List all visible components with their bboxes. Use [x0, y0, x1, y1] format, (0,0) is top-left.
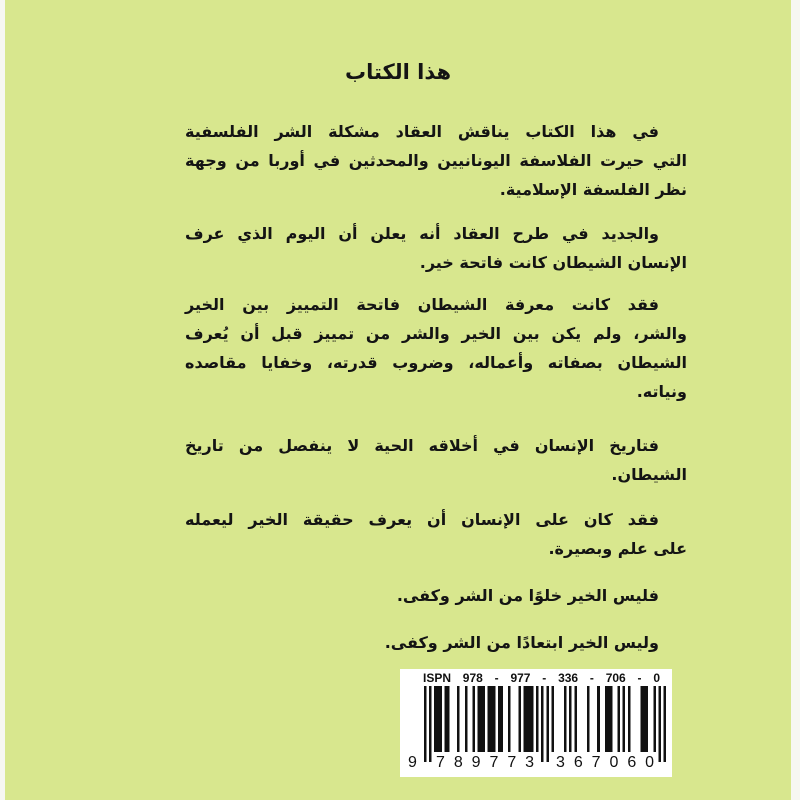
text-line: فليس الخير خلوًا من الشر وكفى. — [396, 586, 659, 605]
text-line: والشر، ولم يكن بين الخير والشر من تمييز قبل أن يُعرف — [185, 324, 687, 343]
barcode-bar — [569, 686, 572, 752]
barcode-bar — [434, 686, 442, 752]
paragraph — [185, 431, 687, 489]
paragraph — [185, 117, 687, 204]
barcode-first-digit: 9 — [408, 754, 417, 771]
barcode-bar — [444, 686, 449, 752]
paragraph — [185, 628, 687, 657]
back-cover — [5, 0, 791, 800]
barcode-bar — [623, 686, 626, 752]
text-line: فتاريخ الإنسان في أخلاقه الحية لا ينفصل من تاريخ — [185, 436, 659, 455]
barcode-bar — [518, 686, 521, 752]
barcode-left-digits: 789773 — [436, 754, 543, 771]
text-line: نظر الفلسفة الإسلامية. — [499, 180, 687, 199]
barcode-bar — [465, 686, 468, 752]
paragraph — [185, 505, 687, 563]
barcode-bar — [587, 686, 590, 752]
barcode-bar — [541, 686, 544, 762]
text-line: التي حيرت الفلاسفة اليونانيين والمحدثين في أوربا من وجهة — [185, 151, 687, 170]
barcode-right-digits: 367060 — [556, 754, 663, 771]
barcode-bar — [663, 686, 666, 762]
barcode-bar — [564, 686, 567, 752]
isbn-barcode-label — [400, 669, 672, 777]
barcode-bar — [429, 686, 432, 762]
text-line: الإنسان الشيطان كانت فاتحة خير. — [419, 253, 687, 272]
text-line: فقد كان على الإنسان أن يعرف حقيقة الخير ليعمله — [185, 510, 659, 529]
barcode-bar — [597, 686, 600, 752]
paragraph — [185, 581, 687, 610]
barcode-bar — [653, 686, 656, 752]
text-line: وليس الخير ابتعادًا من الشر وكفى. — [384, 633, 659, 652]
barcode-bar — [551, 686, 554, 752]
text-line: على علم وبصيرة. — [548, 539, 687, 558]
barcode-bar — [658, 686, 661, 762]
barcode-bar — [472, 686, 475, 752]
paragraph — [185, 219, 687, 277]
barcode-bar — [546, 686, 549, 762]
barcode-bar — [508, 686, 511, 752]
barcode-bar — [618, 686, 621, 752]
text-line: الشيطان بصفاته وأعماله، وضروب قدرته، وخفايا مقاصده — [185, 353, 687, 372]
barcode-bar — [424, 686, 427, 762]
barcode-bar — [628, 686, 631, 752]
text-line: والجديد في طرح العقاد أنه يعلن أن اليوم الذي عرف — [185, 224, 659, 243]
isbn-number: ISPN 978 - 977 - 336 - 706 - 0 — [423, 671, 660, 685]
cover-title: هذا الكتاب — [344, 60, 452, 84]
text-line: ونياته. — [636, 382, 687, 401]
text-line: الشيطان. — [611, 465, 687, 484]
barcode-bar — [641, 686, 649, 752]
barcode — [424, 686, 666, 762]
barcode-bar — [457, 686, 460, 752]
barcode-bar — [488, 686, 496, 752]
barcode-bar — [536, 686, 539, 752]
barcode-bar — [574, 686, 577, 752]
paragraph — [185, 290, 687, 406]
barcode-bar — [498, 686, 503, 752]
text-line: فقد كانت معرفة الشيطان فاتحة التمييز بين الخير — [185, 295, 659, 314]
barcode-bar — [605, 686, 613, 752]
text-line: في هذا الكتاب يناقش العقاد مشكلة الشر الفلسفية — [185, 122, 659, 141]
barcode-bar — [477, 686, 485, 752]
barcode-bar — [523, 686, 533, 752]
